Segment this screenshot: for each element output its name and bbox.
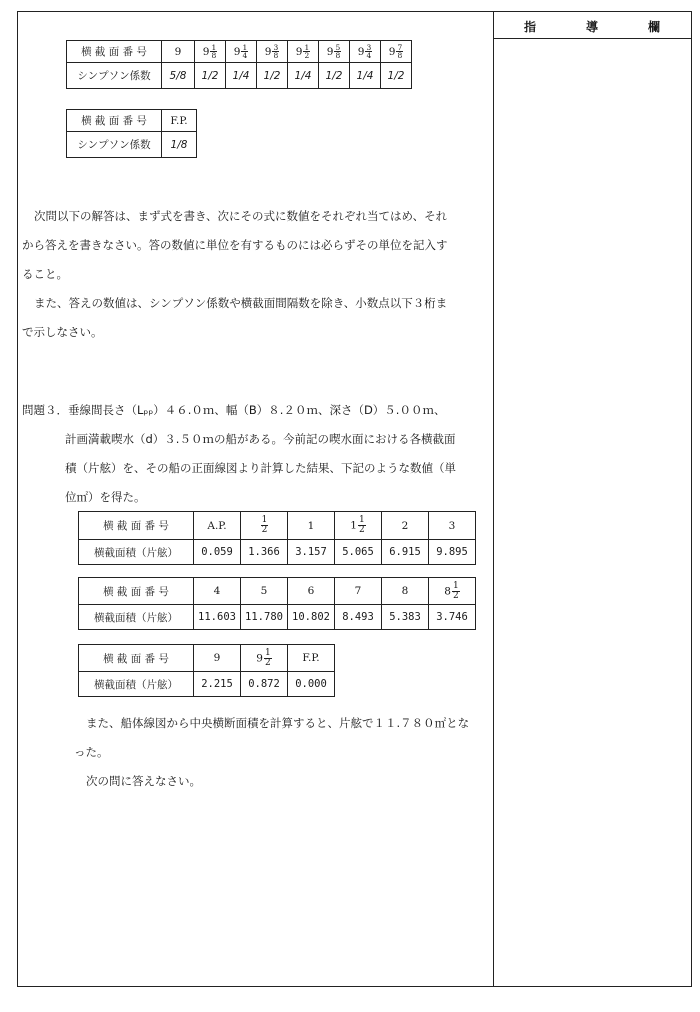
area-value: 11.780: [241, 605, 288, 630]
simpson-coefficient-table-1: [66, 40, 412, 89]
area-value: 3.746: [429, 605, 476, 630]
area-value: 6.915: [382, 540, 429, 565]
closing-line-1: また、船体線図から中央横断面積を計算すると、片舷で１１.７８０㎡とな: [86, 716, 470, 730]
section-cell: 9 $\frac{1}{8}$: [195, 41, 226, 63]
section-cell: 8: [382, 578, 429, 605]
row-label-area: 横截面積（片舷）: [79, 605, 194, 630]
section-area-table-2: [78, 577, 476, 630]
area-value: 5.383: [382, 605, 429, 630]
handwritten-coefficient: 1/8: [162, 132, 197, 158]
section-cell: F.P.: [162, 110, 197, 132]
section-cell: 9 $\frac{7}{8}$: [381, 41, 412, 63]
section-cell: A.P.: [194, 512, 241, 540]
instructions-line-1: 次問以下の解答は、まず式を書き、次にその式に数値をそれぞれ当てはめ、それ: [34, 209, 448, 223]
section-area-table-3: [78, 644, 335, 697]
section-cell: 6: [288, 578, 335, 605]
section-cell: 4: [194, 578, 241, 605]
guidance-column-divider: [493, 11, 494, 987]
header-char-1: 指: [524, 20, 537, 34]
row-label-coefficient: シンプソン係数: [67, 63, 162, 89]
handwritten-coefficient: 1/2: [381, 63, 412, 89]
section-cell: 9 $\frac{1}{2}$: [241, 645, 288, 672]
problem-3-line-1: 問題３．垂線間長さ（Lₚₚ）４６.０ｍ、幅（B）８.２０ｍ、深さ（D）５.００ｍ、: [22, 403, 446, 417]
section-cell: 1 $\frac{1}{2}$: [335, 512, 382, 540]
row-label-section: 横 截 面 番 号: [67, 110, 162, 132]
area-value: 0.872: [241, 672, 288, 697]
closing-line-3: 次の問に答えなさい。: [86, 774, 201, 788]
instructions-line-4: また、答えの数値は、シンプソン係数や横截面間隔数を除き、小数点以下３桁ま: [34, 296, 448, 310]
row-label-section: 横 截 面 番 号: [79, 578, 194, 605]
section-cell: 8 $\frac{1}{2}$: [429, 578, 476, 605]
row-label-coefficient: シンプソン係数: [67, 132, 162, 158]
area-value: 5.065: [335, 540, 382, 565]
section-cell: 9: [194, 645, 241, 672]
instructions-line-2: から答えを書きなさい。答の数値に単位を有するものには必らずその単位を記入す: [22, 238, 448, 252]
header-char-3: 欄: [648, 20, 661, 34]
section-cell: 9 $\frac{1}{4}$: [226, 41, 257, 63]
instructions-line-5: で示しなさい。: [22, 325, 103, 339]
guidance-column-header: [494, 11, 691, 39]
section-cell: 9 $\frac{3}{8}$: [257, 41, 288, 63]
handwritten-coefficient: 1/4: [288, 63, 319, 89]
handwritten-coefficient: 1/4: [350, 63, 381, 89]
row-label-section: 横 截 面 番 号: [79, 512, 194, 540]
area-value: 1.366: [241, 540, 288, 565]
area-value: 8.493: [335, 605, 382, 630]
header-char-2: 導: [586, 20, 599, 34]
section-cell: 9: [162, 41, 195, 63]
section-area-table-1: [78, 511, 476, 565]
section-cell: $\frac{1}{2}$: [241, 512, 288, 540]
area-value: 0.059: [194, 540, 241, 565]
row-label-area: 横截面積（片舷）: [79, 540, 194, 565]
area-value: 2.215: [194, 672, 241, 697]
section-cell: 5: [241, 578, 288, 605]
row-label-section: 横 截 面 番 号: [79, 645, 194, 672]
problem-3-line-2: 計画満載喫水（d）３.５０ｍの船がある。今前記の喫水面における各横截面: [65, 432, 456, 446]
handwritten-coefficient: 5/8: [162, 63, 195, 89]
handwritten-coefficient: 1/2: [257, 63, 288, 89]
section-cell: 7: [335, 578, 382, 605]
area-value: 9.895: [429, 540, 476, 565]
area-value: 3.157: [288, 540, 335, 565]
area-value: 0.000: [288, 672, 335, 697]
row-label-section: 横 截 面 番 号: [67, 41, 162, 63]
section-cell: F.P.: [288, 645, 335, 672]
area-value: 10.802: [288, 605, 335, 630]
section-cell: 1: [288, 512, 335, 540]
section-cell: 2: [382, 512, 429, 540]
handwritten-coefficient: 1/2: [195, 63, 226, 89]
section-cell: 9 $\frac{1}{2}$: [288, 41, 319, 63]
handwritten-coefficient: 1/2: [319, 63, 350, 89]
problem-3-line-4: 位㎡）を得た。: [65, 490, 146, 504]
simpson-coefficient-table-2: [66, 109, 197, 158]
area-value: 11.603: [194, 605, 241, 630]
section-cell: 3: [429, 512, 476, 540]
handwritten-coefficient: 1/4: [226, 63, 257, 89]
section-cell: 9 $\frac{3}{4}$: [350, 41, 381, 63]
section-cell: 9 $\frac{5}{8}$: [319, 41, 350, 63]
problem-3-line-3: 積（片舷）を、その船の正面線図より計算した結果、下記のような数値（単: [65, 461, 456, 475]
instructions-line-3: ること。: [22, 267, 68, 281]
row-label-area: 横截面積（片舷）: [79, 672, 194, 697]
closing-line-2: った。: [74, 745, 109, 759]
